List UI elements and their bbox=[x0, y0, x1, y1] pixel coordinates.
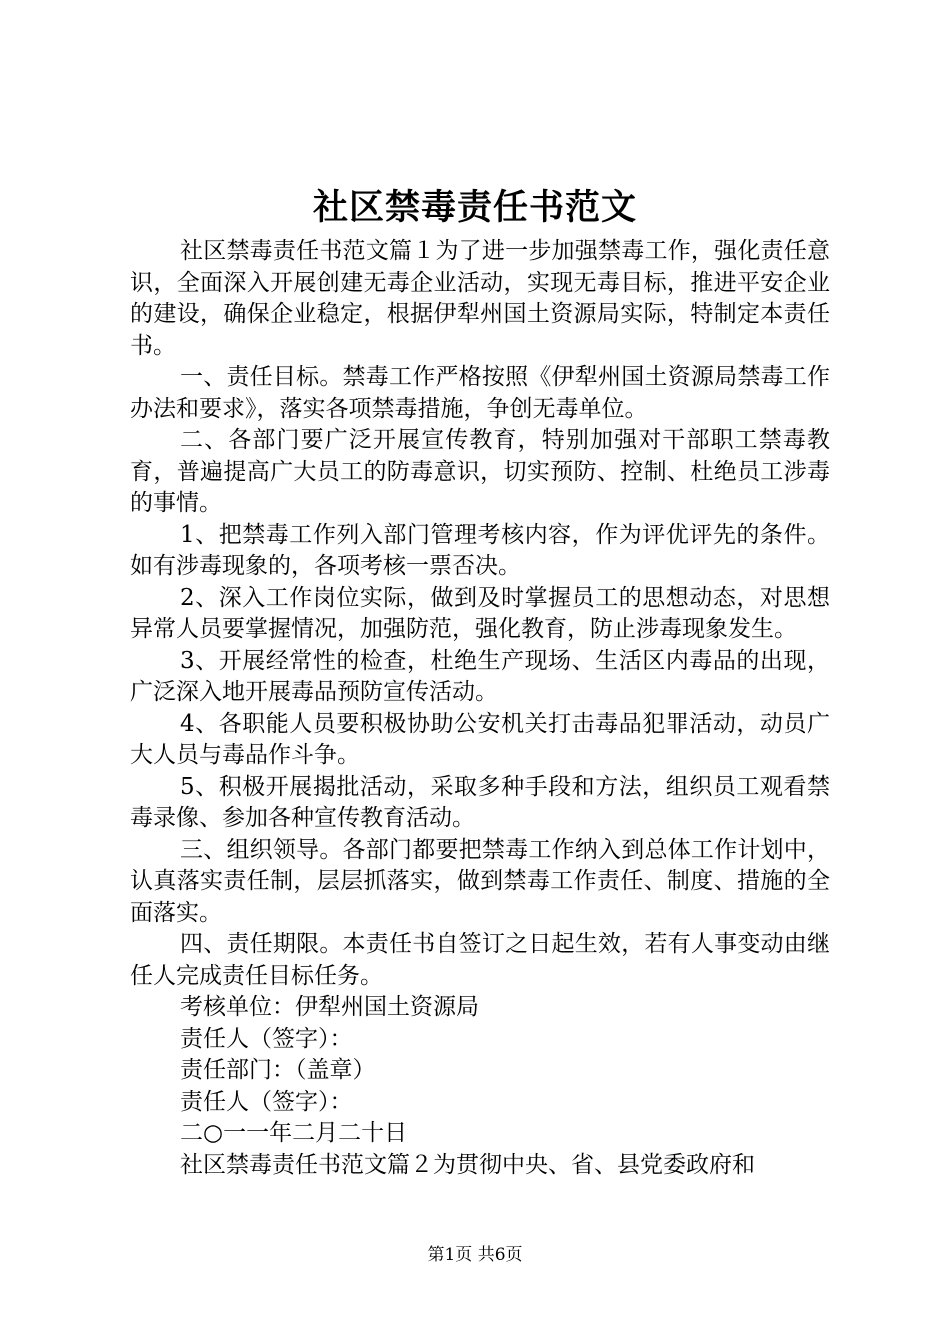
page-number-footer: 第1页 共6页 bbox=[427, 1245, 523, 1265]
paragraph-goal: 一、责任目标。禁毒工作严格按照《伊犁州国土资源局禁毒工作办法和要求》，落实各项禁毒措施，争创无毒单位。 bbox=[130, 364, 830, 422]
paragraph-next-section: 社区禁毒责任书范文篇２为贯彻中央、省、县党委政府和 bbox=[180, 1151, 755, 1178]
paragraph-item-3: 3、开展经常性的检查，杜绝生产现场、生活区内毒品的出现，广泛深入地开展毒品预防宣传活动。 bbox=[130, 647, 830, 705]
signature-responsible-person-2: 责任人（签字）： bbox=[180, 1088, 353, 1115]
document-body bbox=[130, 236, 830, 1181]
signature-assessing-unit: 考核单位：伊犁州国土资源局 bbox=[180, 994, 479, 1020]
paragraph-term: 四、责任期限。本责任书自签订之日起生效，若有人事变动由继任人完成责任目标任务。 bbox=[130, 931, 830, 989]
paragraph-intro: 社区禁毒责任书范文篇１为了进一步加强禁毒工作，强化责任意识，全面深入开展创建无毒企业活动，实现无毒目标，推进平安企业的建设，确保企业稳定，根据伊犁州国土资源局实际，特制定本责任书。 bbox=[130, 238, 830, 359]
paragraph-item-5: 5、积极开展揭批活动，采取多种手段和方法，组织员工观看禁毒录像、参加各种宣传教育活动。 bbox=[130, 773, 830, 831]
paragraph-item-1: 1、把禁毒工作列入部门管理考核内容，作为评优评先的条件。如有涉毒现象的，各项考核一票否决。 bbox=[130, 521, 830, 579]
document-title: 社区禁毒责任书范文 bbox=[312, 187, 637, 228]
signature-responsible-department: 责任部门：（盖章） bbox=[180, 1057, 376, 1083]
signature-responsible-person-1: 责任人（签字）： bbox=[180, 1025, 353, 1052]
signature-date: 二○一一年二月二十日 bbox=[180, 1120, 408, 1146]
paragraph-leadership: 三、组织领导。各部门都要把禁毒工作纳入到总体工作计划中，认真落实责任制，层层抓落实，做到禁毒工作责任、制度、措施的全面落实。 bbox=[130, 836, 830, 926]
paragraph-education: 二、各部门要广泛开展宣传教育，特别加强对干部职工禁毒教育，普遍提高广大员工的防毒意识，切实预防、控制、杜绝员工涉毒的事情。 bbox=[130, 427, 830, 516]
paragraph-item-4: 4、各职能人员要积极协助公安机关打击毒品犯罪活动，动员广大人员与毒品作斗争。 bbox=[130, 710, 830, 768]
paragraph-item-2: 2、深入工作岗位实际，做到及时掌握员工的思想动态，对思想异常人员要掌握情况，加强防范，强化教育，防止涉毒现象发生。 bbox=[130, 584, 830, 642]
